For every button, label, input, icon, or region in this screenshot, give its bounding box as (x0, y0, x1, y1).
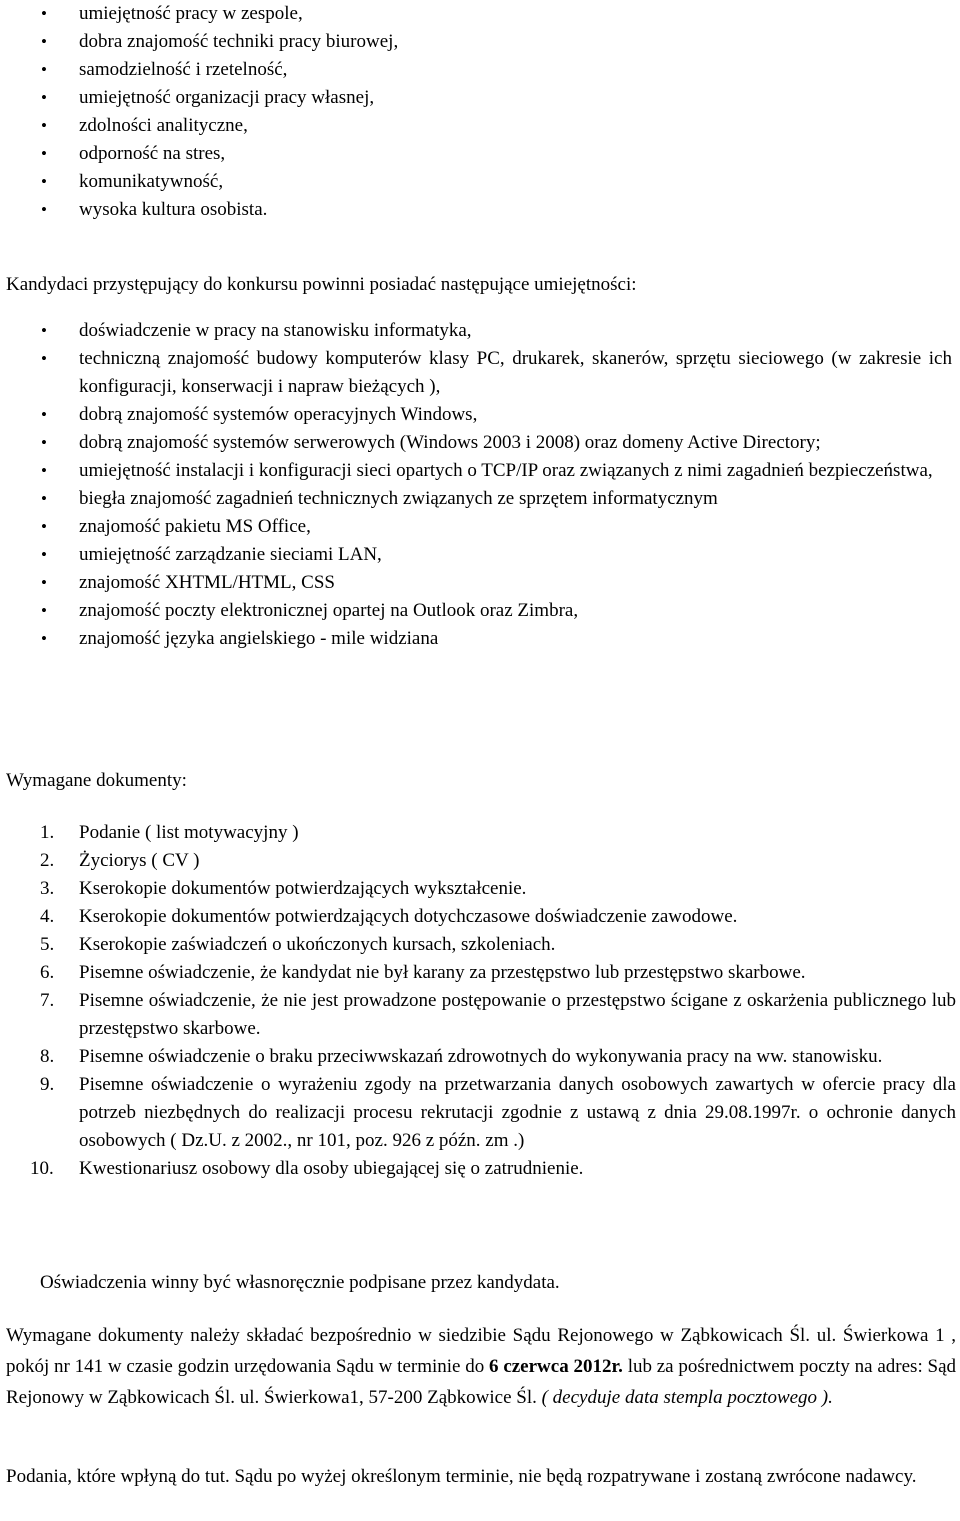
bullet-icon: • (41, 4, 47, 23)
submission-address-text: lub za pośrednictwem poczty na adres: Sąd Rejonowy w Ząbkowicach Śl. ul. Świerkowa1, 57-200 Ząbkowice Śl. (6, 1356, 956, 1408)
list-item-text: znajomość XHTML/HTML, CSS (79, 572, 335, 593)
list-item (0, 457, 956, 485)
list-item-text: umiejętność zarządzanie sieciami LAN, (79, 544, 382, 565)
bullet-icon: • (41, 116, 47, 135)
document-item-text: Kserokopie dokumentów potwierdzających wykształcenie. (79, 878, 527, 899)
submission-note-text: Wymagane dokumenty należy składać bezpośrednio w siedzibie Sądu Rejonowego w Ząbkowicach Śl. ul. Świerkowa 1 , pokój nr 141 w czasie godzin urzędowania Sądu w terminie do (6, 1325, 956, 1377)
document-item (0, 931, 956, 959)
list-item (0, 84, 956, 112)
list-item (0, 345, 956, 401)
document-item-text: Podanie ( list motywacyjny ) (79, 822, 299, 843)
bullet-icon: • (41, 489, 47, 508)
list-item-text: wysoka kultura osobista. (79, 199, 268, 220)
document-item-text: Życiorys ( CV ) (79, 850, 200, 871)
bullet-icon: • (41, 517, 47, 536)
list-item (0, 569, 956, 597)
list-item (0, 485, 956, 513)
item-number: 8. (40, 1046, 55, 1067)
list-item (0, 317, 956, 345)
document-item-text: Pisemne oświadczenie, że nie jest prowadzone postępowanie o przestępstwo ścigane z oskarżenia publicznego lub przestępstwo skarbowe. (79, 990, 956, 1039)
document-item-text: Pisemne oświadczenie o braku przeciwwskazań zdrowotnych do wykonywania pracy na ww. stanowisku. (79, 1046, 883, 1067)
list-item (0, 625, 956, 653)
list-item (0, 597, 956, 625)
section-heading-documents: Wymagane dokumenty: (6, 770, 187, 791)
list-item (0, 429, 956, 457)
list-item-text: odporność na stres, (79, 143, 226, 164)
list-item-text: doświadczenie w pracy na stanowisku informatyka, (79, 320, 472, 341)
item-number: 3. (40, 878, 55, 899)
list-item-text: techniczną znajomość budowy komputerów klasy PC, drukarek, skanerów, sprzętu sieciowego (w zakresie ich konfiguracji, konserwacji i napraw bieżących ), (79, 348, 952, 397)
document-item-text: Kserokopie dokumentów potwierdzających dotychczasowe doświadczenie zawodowe. (79, 906, 738, 927)
list-item-text: znajomość języka angielskiego - mile widziana (79, 628, 439, 649)
list-item (0, 140, 956, 168)
list-item (0, 28, 956, 56)
list-item-text: umiejętność pracy w zespole, (79, 3, 303, 24)
bullet-icon: • (41, 601, 47, 620)
bullet-icon: • (41, 433, 47, 452)
document-item (0, 903, 956, 931)
bullet-icon: • (41, 60, 47, 79)
list-item-text: dobra znajomość techniki pracy biurowej, (79, 31, 399, 52)
list-item-text: znajomość pakietu MS Office, (79, 516, 311, 537)
submission-note (6, 1320, 956, 1413)
list-item-text: dobrą znajomość systemów operacyjnych Windows, (79, 404, 478, 425)
document-item-text: Kwestionariusz osobowy dla osoby ubiegającej się o zatrudnienie. (79, 1158, 584, 1179)
item-number: 10. (30, 1158, 54, 1179)
skills-list-technical (0, 317, 956, 653)
list-item-text: dobrą znajomość systemów serwerowych (Windows 2003 i 2008) oraz domeny Active Directory; (79, 432, 821, 453)
list-item (0, 56, 956, 84)
bullet-icon: • (41, 172, 47, 191)
list-item (0, 168, 956, 196)
document-item (0, 959, 956, 987)
item-number: 7. (40, 990, 55, 1011)
list-item (0, 541, 956, 569)
document-item (0, 1071, 956, 1155)
document-item (0, 875, 956, 903)
bullet-icon: • (41, 461, 47, 480)
section-heading-skills: Kandydaci przystępujący do konkursu powinni posiadać następujące umiejętności: (6, 274, 637, 295)
bullet-icon: • (41, 545, 47, 564)
skills-list-general (0, 0, 956, 224)
document-item-text: Kserokopie zaświadczeń o ukończonych kursach, szkoleniach. (79, 934, 556, 955)
item-number: 9. (40, 1074, 55, 1095)
item-number: 2. (40, 850, 55, 871)
list-item-text: komunikatywność, (79, 171, 224, 192)
bullet-icon: • (41, 629, 47, 648)
list-item (0, 196, 956, 224)
list-item-text: biegła znajomość zagadnień technicznych związanych ze sprzętem informatycznym (79, 488, 718, 509)
list-item-text: umiejętność instalacji i konfiguracji sieci opartych o TCP/IP oraz związanych z nimi zagadnień bezpieczeństwa, (79, 460, 933, 481)
signature-note: Oświadczenia winny być własnoręcznie podpisane przez kandydata. (40, 1272, 560, 1293)
bullet-icon: • (41, 200, 47, 219)
list-item (0, 401, 956, 429)
document-item (0, 1043, 956, 1071)
document-item (0, 847, 956, 875)
list-item-text: znajomość poczty elektronicznej opartej na Outlook oraz Zimbra, (79, 600, 579, 621)
document-item (0, 819, 956, 847)
bullet-icon: • (41, 88, 47, 107)
late-submission-note: Podania, które wpłyną do tut. Sądu po wyżej określonym terminie, nie będą rozpatrywane i zostaną zwrócone nadawcy. (6, 1466, 917, 1487)
item-number: 5. (40, 934, 55, 955)
bullet-icon: • (41, 32, 47, 51)
bullet-icon: • (41, 405, 47, 424)
item-number: 4. (40, 906, 55, 927)
list-item-text: umiejętność organizacji pracy własnej, (79, 87, 375, 108)
list-item-text: zdolności analityczne, (79, 115, 248, 136)
list-item (0, 0, 956, 28)
item-number: 6. (40, 962, 55, 983)
list-item-text: samodzielność i rzetelność, (79, 59, 288, 80)
bullet-icon: • (41, 321, 47, 340)
document-item (0, 987, 956, 1043)
required-documents-list (0, 819, 956, 1183)
bullet-icon: • (41, 349, 47, 368)
deadline-date: 6 czerwca 2012r. (489, 1356, 623, 1377)
item-number: 1. (40, 822, 55, 843)
bullet-icon: • (41, 573, 47, 592)
list-item (0, 112, 956, 140)
list-item (0, 513, 956, 541)
bullet-icon: • (41, 144, 47, 163)
document-item-text: Pisemne oświadczenie o wyrażeniu zgody na przetwarzania danych osobowych zawartych w ofercie pracy dla potrzeb niezbędnych do realizacji procesu rekrutacji zgodnie z ustawą z dnia 29.08.1997r. o ochronie danych osobowych ( Dz.U. z 2002., nr 101, poz. 926 z późn. zm .) (79, 1074, 956, 1151)
postmark-note: ( decyduje data stempla pocztowego ). (541, 1387, 833, 1408)
document-item (0, 1155, 956, 1183)
document-item-text: Pisemne oświadczenie, że kandydat nie był karany za przestępstwo lub przestępstwo skarbowe. (79, 962, 806, 983)
